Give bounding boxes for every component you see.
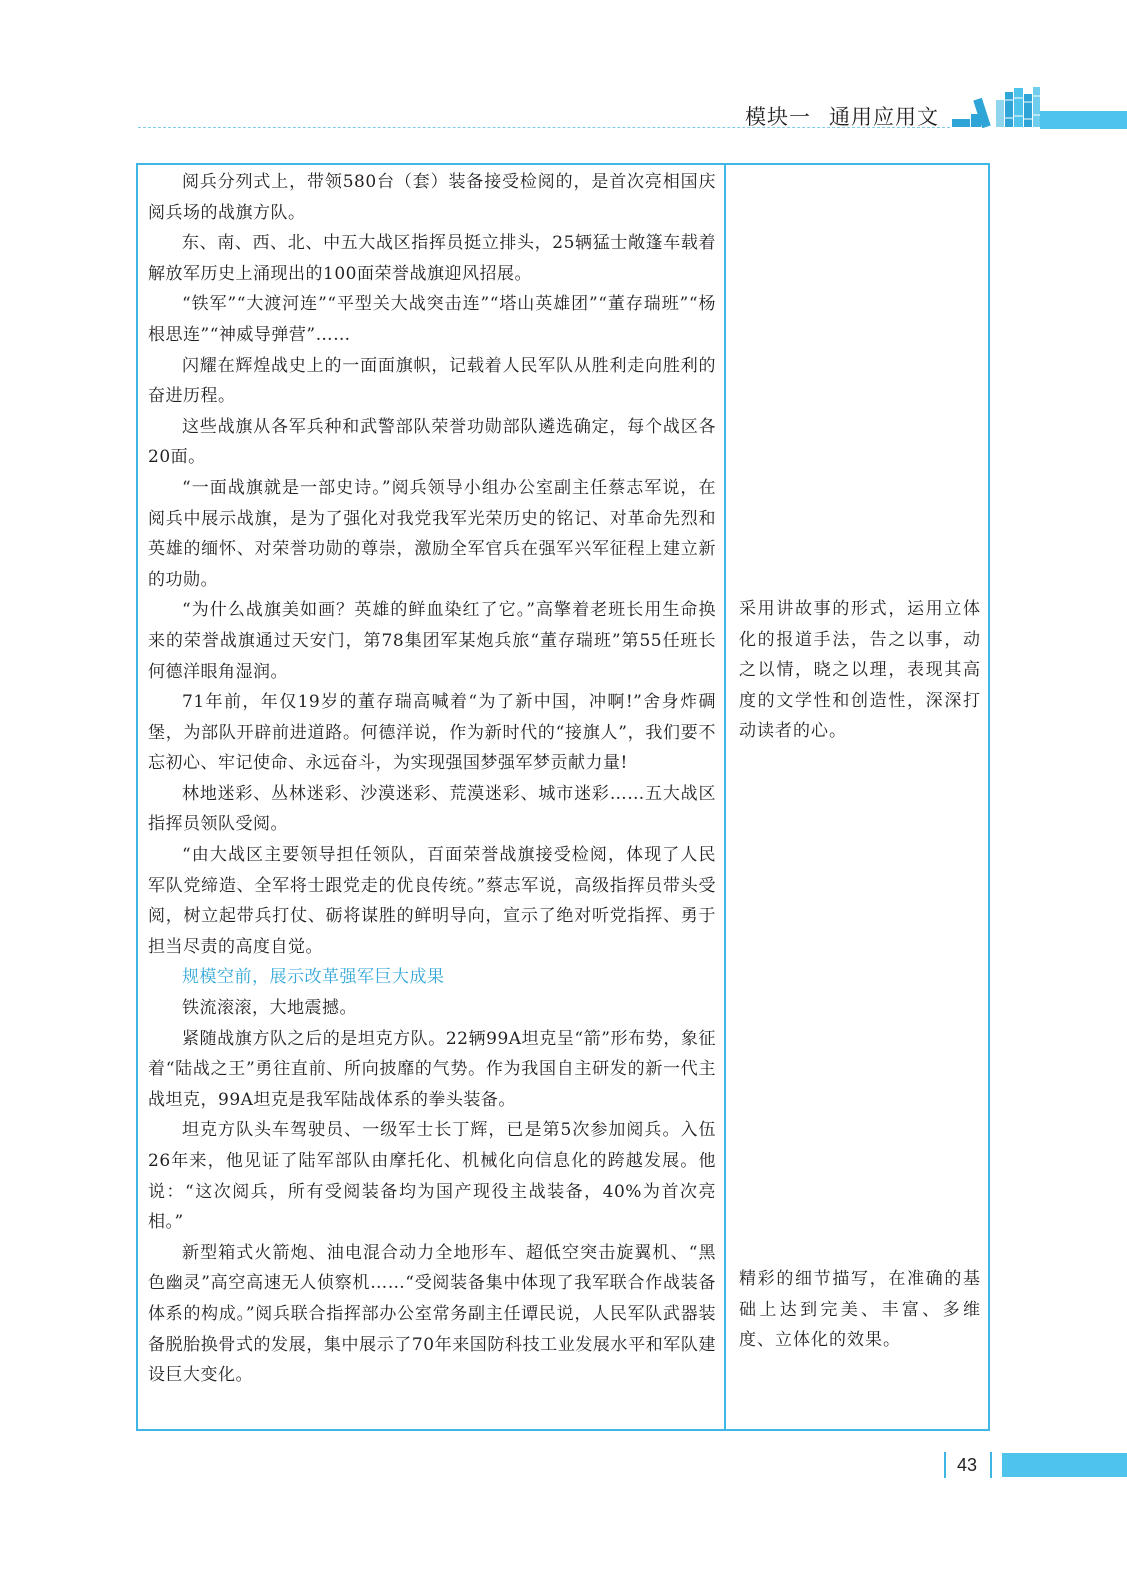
side-note: [739, 594, 981, 747]
section-subheading: 规模空前，展示改革强军巨大成果: [182, 967, 445, 988]
main-text-column: [148, 167, 716, 1391]
paragraph: 闪耀在辉煌战史上的一面面旗帜，记载着人民军队从胜利走向胜利的奋进历程。: [148, 355, 716, 407]
paragraph: 林地迷彩、丛林迷彩、沙漠迷彩、荒漠迷彩、城市迷彩……五大战区指挥员领队受阅。: [148, 783, 716, 835]
footer-separator: [944, 1452, 946, 1478]
paragraph: 这些战旗从各军兵种和武警部队荣誉功勋部队遴选确定，每个战区各20面。: [148, 416, 716, 468]
footer-separator: [990, 1452, 992, 1478]
paragraph: “由大战区主要领导担任领队，百面荣誉战旗接受检阅，体现了人民军队党缔造、全军将士跟党走的优良传统。”蔡志军说，高级指挥员带头受阅，树立起带兵打仗、砺将谋胜的鲜明导向，宣示了绝对听党指挥、勇于担当尽责的高度自觉。: [148, 845, 716, 957]
side-note: [739, 1264, 981, 1356]
paragraph: 阅兵分列式上，带领580台（套）装备接受检阅的，是首次亮相国庆阅兵场的战旗方队。: [148, 172, 716, 223]
module-title: 通用应用文: [829, 105, 939, 129]
side-note-text: 采用讲故事的形式，运用立体化的报道手法，告之以事，动之以情，晓之以理，表现其高度的文学性和创造性，深深打动读者的心。: [739, 599, 981, 742]
paragraph: “一面战旗就是一部史诗。”阅兵领导小组办公室副主任蔡志军说，在阅兵中展示战旗，是为了强化对我党我军光荣历史的铭记、对革命先烈和英雄的缅怀、对荣誉功勋的尊崇，激励全军官兵在强军兴军征程上建立新的功勋。: [148, 477, 716, 590]
header-band: [1040, 111, 1127, 129]
column-divider: [724, 163, 726, 1431]
books-icon: [952, 86, 1042, 128]
paragraph: 坦克方队头车驾驶员、一级军士长丁辉，已是第5次参加阅兵。入伍26年来，他见证了陆军部队由摩托化、机械化向信息化的跨越发展。他说：“这次阅兵，所有受阅装备均为国产现役主战装备，40%为首次亮相。”: [148, 1120, 716, 1233]
paragraph: 71年前，年仅19岁的董存瑞高喊着“为了新中国，冲啊!”舍身炸碉堡，为部队开辟前进道路。何德洋说，作为新时代的“接旗人”，我们要不忘初心、牢记使命、永远奋斗，为实现强国梦强军梦贡献力量!: [148, 692, 716, 774]
paragraph: “铁军”“大渡河连”“平型关大战突击连”“塔山英雄团”“董存瑞班”“杨根思连”“神威导弹营”……: [148, 294, 716, 345]
header-rule: [138, 127, 950, 128]
side-note-text: 精彩的细节描写，在准确的基础上达到完美、丰富、多维度、立体化的效果。: [739, 1269, 981, 1351]
paragraph: “为什么战旗美如画？英雄的鲜血染红了它。”高擎着老班长用生命换来的荣誉战旗通过天安门，第78集团军某炮兵旅“董存瑞班”第55任班长何德洋眼角湿润。: [148, 600, 716, 682]
module-label: 模块一: [745, 105, 811, 129]
paragraph: 东、南、西、北、中五大战区指挥员挺立排头，25辆猛士敞篷车载着解放军历史上涌现出的100面荣誉战旗迎风招展。: [148, 233, 716, 284]
paragraph: 紧随战旗方队之后的是坦克方队。22辆99A坦克呈“箭”形布势，象征着“陆战之王”勇往直前、所向披靡的气势。作为我国自主研发的新一代主战坦克，99A坦克是我军陆战体系的拳头装备。: [148, 1028, 716, 1110]
footer-band: [1002, 1453, 1127, 1477]
paragraph: 铁流滚滚，大地震撼。: [182, 998, 357, 1019]
paragraph: 新型箱式火箭炮、油电混合动力全地形车、超低空突击旋翼机、“黑色幽灵”高空高速无人侦察机……“受阅装备集中体现了我军联合作战装备体系的构成。”阅兵联合指挥部办公室常务副主任谭民说，人民军队武器装备脱胎换骨式的发展，集中展示了70年来国防科技工业发展水平和军队建设巨大变化。: [148, 1242, 716, 1386]
page-number: 43: [957, 1455, 978, 1475]
